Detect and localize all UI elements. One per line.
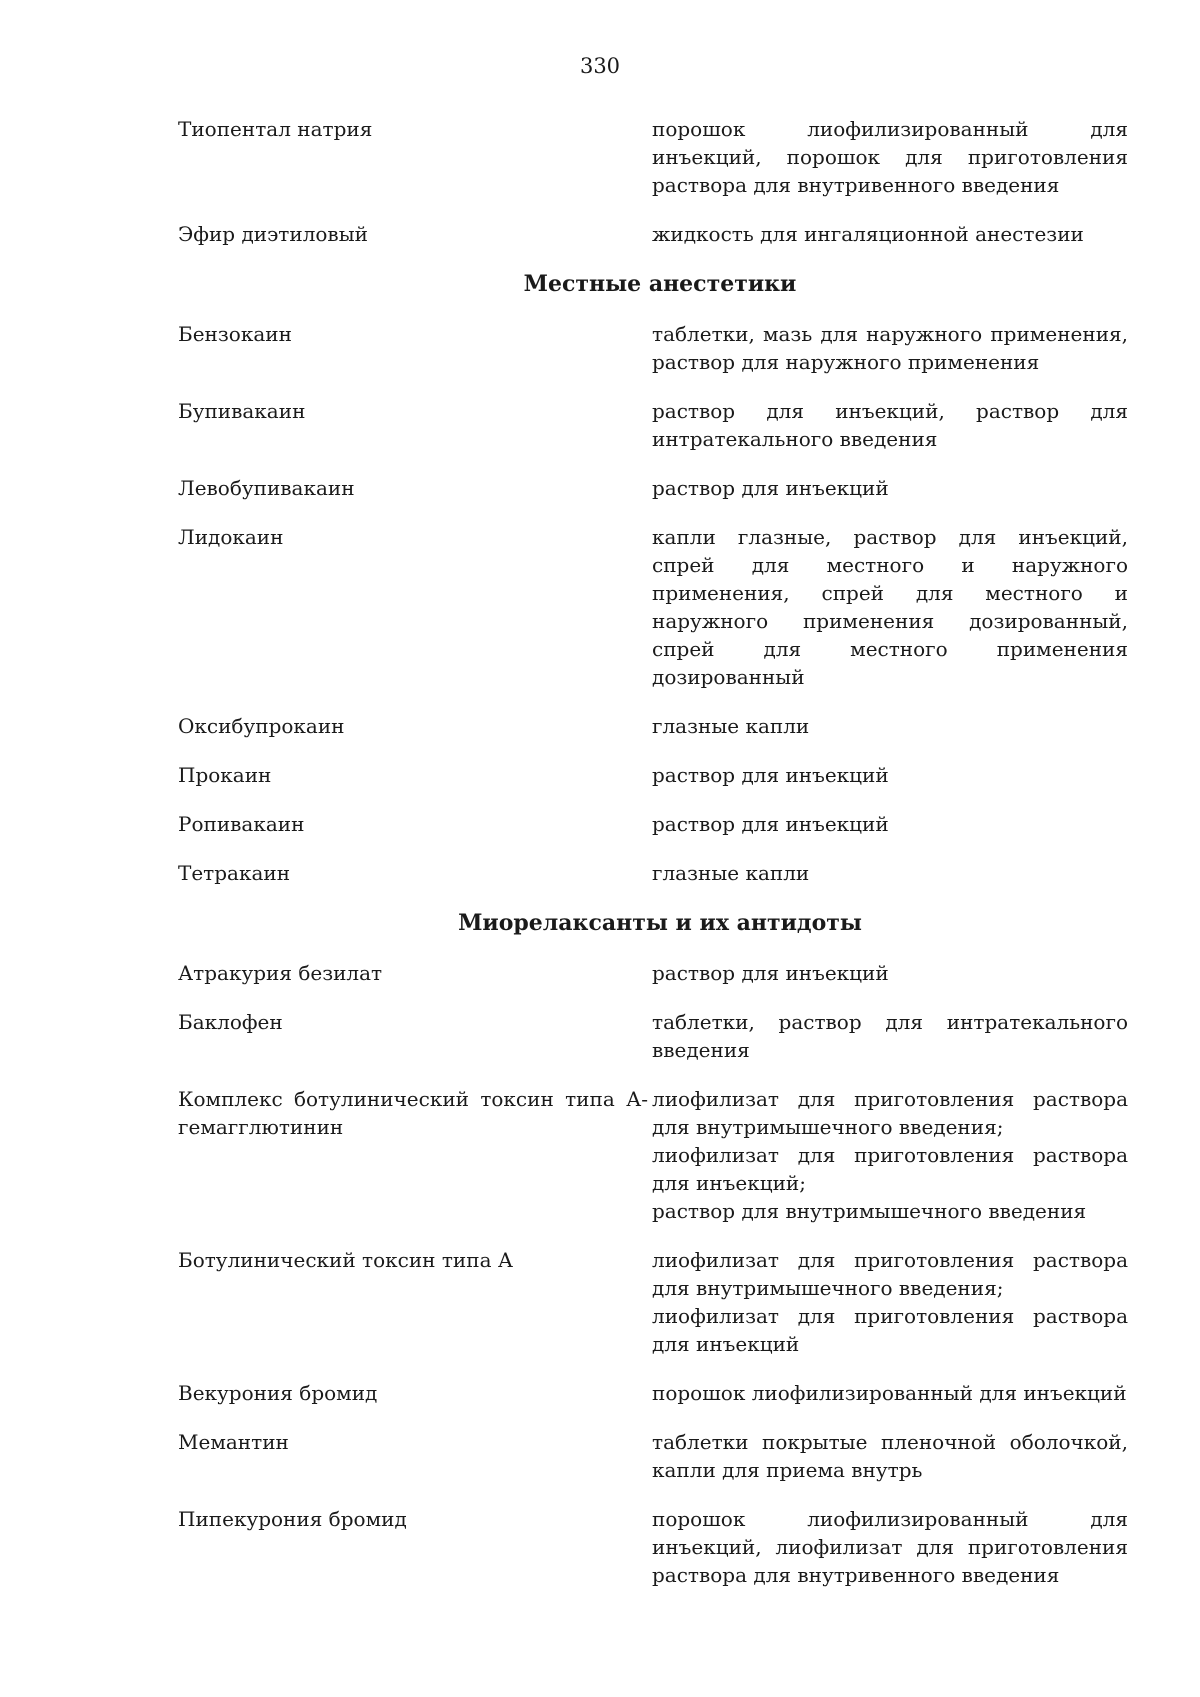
dosage-form — [652, 712, 1128, 740]
dosage-form — [652, 1246, 1128, 1358]
dosage-form-line: раствор для инъекций — [652, 812, 889, 836]
drug-row — [178, 1505, 1128, 1589]
drug-name: Мемантин — [178, 1430, 289, 1454]
drug-name: Комплекс ботулинический токсин типа А-гемагглютинин — [178, 1087, 648, 1139]
dosage-form-line: таблетки покрытые пленочной оболочкой, капли для приема внутрь — [652, 1430, 1128, 1482]
drug-row — [178, 320, 1128, 376]
drug-row — [178, 1379, 1128, 1407]
drug-name: Ботулинический токсин типа А — [178, 1248, 514, 1272]
drug-name: Бензокаин — [178, 322, 292, 346]
dosage-form-line: порошок лиофилизированный для инъекций — [652, 1381, 1127, 1405]
page-number: 330 — [579, 54, 621, 78]
drug-row — [178, 810, 1128, 838]
dosage-form — [652, 959, 1128, 987]
dosage-form-line: раствор для инъекций, раствор для интратекального введения — [652, 399, 1128, 451]
dosage-form-line: жидкость для ингаляционной анестезии — [652, 222, 1084, 246]
dosage-form — [652, 1428, 1128, 1484]
dosage-form — [652, 220, 1128, 248]
dosage-form-line: раствор для внутримышечного введения — [652, 1199, 1087, 1223]
dosage-form — [652, 1379, 1128, 1407]
dosage-form-line: раствор для инъекций — [652, 961, 889, 985]
drug-row — [178, 115, 1128, 199]
drug-row — [178, 1085, 1128, 1225]
drug-row — [178, 859, 1128, 887]
drug-row — [178, 474, 1128, 502]
drug-row — [178, 761, 1128, 789]
drug-name: Оксибупрокаин — [178, 714, 345, 738]
drug-name: Баклофен — [178, 1010, 283, 1034]
dosage-form — [652, 1085, 1128, 1225]
dosage-form-line: глазные капли — [652, 861, 810, 885]
drug-name: Векурония бромид — [178, 1381, 378, 1405]
drug-name: Прокаин — [178, 763, 272, 787]
drug-name: Бупивакаин — [178, 399, 306, 423]
section-heading: Местные анестетики — [523, 271, 797, 297]
drug-list — [178, 115, 1128, 1589]
dosage-form-line: капли глазные, раствор для инъекций, спрей для местного и наружного применения, спрей для местного и наружного применения дозированный, спрей для местного применения дозированный — [652, 525, 1128, 689]
drug-row — [178, 1246, 1128, 1358]
drug-row — [178, 1008, 1128, 1064]
drug-name: Левобупивакаин — [178, 476, 355, 500]
drug-name: Атракурия безилат — [178, 961, 383, 985]
drug-name: Пипекурония бромид — [178, 1507, 407, 1531]
dosage-form-line: лиофилизат для приготовления раствора для инъекций — [652, 1304, 1128, 1356]
dosage-form-line: глазные капли — [652, 714, 810, 738]
dosage-form — [652, 397, 1128, 453]
dosage-form-line: лиофилизат для приготовления раствора для внутримышечного введения; — [652, 1248, 1128, 1300]
drug-name: Тиопентал натрия — [178, 117, 373, 141]
dosage-form — [652, 761, 1128, 789]
dosage-form — [652, 1008, 1128, 1064]
dosage-form-line: лиофилизат для приготовления раствора для инъекций; — [652, 1143, 1128, 1195]
drug-name: Тетракаин — [178, 861, 291, 885]
drug-name: Лидокаин — [178, 525, 284, 549]
drug-row — [178, 959, 1128, 987]
drug-row — [178, 220, 1128, 248]
section-heading: Миорелаксанты и их антидоты — [458, 910, 862, 936]
drug-name: Эфир диэтиловый — [178, 222, 368, 246]
dosage-form-line: таблетки, мазь для наружного применения, раствор для наружного применения — [652, 322, 1128, 374]
dosage-form-line: раствор для инъекций — [652, 476, 889, 500]
drug-row — [178, 1428, 1128, 1484]
dosage-form — [652, 115, 1128, 199]
dosage-form-line: порошок лиофилизированный для инъекций, порошок для приготовления раствора для внутривенного введения — [652, 117, 1128, 197]
dosage-form-line: порошок лиофилизированный для инъекций, лиофилизат для приготовления раствора для внутривенного введения — [652, 1507, 1128, 1587]
drug-row — [178, 712, 1128, 740]
dosage-form-line: таблетки, раствор для интратекального введения — [652, 1010, 1128, 1062]
dosage-form — [652, 1505, 1128, 1589]
dosage-form-line: раствор для инъекций — [652, 763, 889, 787]
dosage-form — [652, 523, 1128, 691]
dosage-form-line: лиофилизат для приготовления раствора для внутримышечного введения; — [652, 1087, 1128, 1139]
drug-row — [178, 523, 1128, 691]
dosage-form — [652, 810, 1128, 838]
dosage-form — [652, 320, 1128, 376]
dosage-form — [652, 474, 1128, 502]
drug-name: Ропивакаин — [178, 812, 305, 836]
drug-row — [178, 397, 1128, 453]
dosage-form — [652, 859, 1128, 887]
